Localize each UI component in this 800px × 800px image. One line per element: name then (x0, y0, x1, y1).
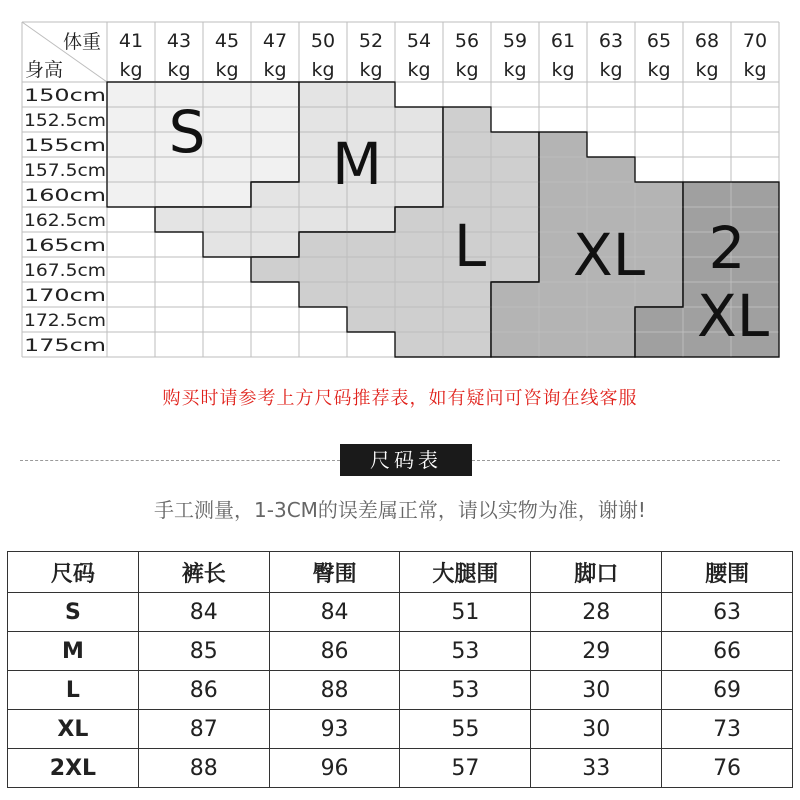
size-cell: 2XL (8, 749, 139, 788)
measurement-cell: 84 (269, 593, 400, 632)
weight-unit: kg (455, 59, 479, 81)
measurement-cell: 30 (531, 671, 662, 710)
weight-value: 61 (550, 30, 576, 52)
measurement-cell: 69 (662, 671, 793, 710)
size-label-s: S (168, 98, 206, 166)
size-cell: XL (8, 710, 139, 749)
measurement-cell: 76 (662, 749, 793, 788)
weight-value: 68 (694, 30, 720, 52)
weight-value: 70 (742, 30, 768, 52)
weight-unit: kg (647, 59, 671, 81)
size-label-l: L (453, 212, 487, 280)
size-cell: M (8, 632, 139, 671)
column-header: 尺码 (8, 552, 139, 593)
table-row (8, 749, 793, 788)
size-label-xl: XL (572, 221, 646, 289)
weight-axis-label: 体重 (62, 31, 101, 53)
measurement-cell: 28 (531, 593, 662, 632)
measurement-cell: 29 (531, 632, 662, 671)
height-value: 165cm (24, 236, 106, 256)
size-label-2xl: XL (696, 282, 770, 350)
height-value: 150cm (24, 86, 106, 106)
measurement-cell: 84 (138, 593, 269, 632)
size-table (7, 551, 793, 788)
weight-unit: kg (359, 59, 383, 81)
notice-text: 购买时请参考上方尺码推荐表，如有疑问可咨询在线客服 (162, 388, 638, 409)
weight-value: 50 (310, 30, 336, 52)
weight-value: 59 (502, 30, 528, 52)
measurement-cell: 63 (662, 593, 793, 632)
size-table-body (8, 593, 793, 788)
weight-unit: kg (599, 59, 623, 81)
section-title: 尺码表 (340, 444, 472, 476)
measurement-cell: 88 (269, 671, 400, 710)
measurement-cell: 73 (662, 710, 793, 749)
weight-unit: kg (551, 59, 575, 81)
table-row (8, 671, 793, 710)
measurement-cell: 96 (269, 749, 400, 788)
weight-unit: kg (167, 59, 191, 81)
weight-unit: kg (695, 59, 719, 81)
height-value: 160cm (24, 186, 106, 206)
measurement-cell: 33 (531, 749, 662, 788)
weight-unit: kg (119, 59, 143, 81)
height-axis-label: 身高 (25, 59, 64, 81)
size-cell: L (8, 671, 139, 710)
column-header: 大腿围 (400, 552, 531, 593)
column-header: 腰围 (662, 552, 793, 593)
column-header: 臀围 (269, 552, 400, 593)
weight-value: 65 (646, 30, 672, 52)
height-value: 157.5cm (24, 161, 107, 181)
height-value: 152.5cm (24, 111, 107, 131)
measurement-cell: 66 (662, 632, 793, 671)
weight-unit: kg (215, 59, 239, 81)
size-cell: S (8, 593, 139, 632)
height-value: 175cm (24, 336, 106, 356)
measurement-cell: 53 (400, 632, 531, 671)
weight-value: 47 (262, 30, 288, 52)
column-header: 脚口 (531, 552, 662, 593)
measurement-cell: 88 (138, 749, 269, 788)
weight-value: 41 (118, 30, 144, 52)
weight-value: 54 (406, 30, 432, 52)
column-header: 裤长 (138, 552, 269, 593)
size-recommendation-grid (0, 0, 800, 360)
weight-unit: kg (311, 59, 335, 81)
height-value: 155cm (24, 136, 106, 156)
weight-value: 45 (214, 30, 240, 52)
weight-value: 56 (454, 30, 480, 52)
height-value: 162.5cm (24, 211, 107, 231)
weight-unit: kg (743, 59, 767, 81)
measurement-cell: 93 (269, 710, 400, 749)
divider-left (20, 460, 340, 461)
measurement-cell: 86 (269, 632, 400, 671)
weight-unit: kg (263, 59, 287, 81)
measurement-cell: 87 (138, 710, 269, 749)
measurement-hint: 手工测量，1-3CM的误差属正常，请以实物为准，谢谢! (154, 498, 646, 522)
weight-value: 52 (358, 30, 384, 52)
weight-value: 63 (598, 30, 624, 52)
weight-unit: kg (407, 59, 431, 81)
size-label-m: M (331, 130, 383, 198)
measurement-cell: 30 (531, 710, 662, 749)
size-table-header-row (8, 552, 793, 593)
divider-right (472, 460, 780, 461)
measurement-cell: 86 (138, 671, 269, 710)
weight-unit: kg (503, 59, 527, 81)
weight-value: 43 (166, 30, 192, 52)
table-row (8, 710, 793, 749)
height-value: 167.5cm (24, 261, 107, 281)
measurement-cell: 53 (400, 671, 531, 710)
measurement-cell: 85 (138, 632, 269, 671)
measurement-cell: 55 (400, 710, 531, 749)
measurement-cell: 57 (400, 749, 531, 788)
size-label-2xl: 2 (708, 214, 746, 282)
height-value: 172.5cm (24, 311, 107, 331)
table-row (8, 593, 793, 632)
table-row (8, 632, 793, 671)
height-value: 170cm (24, 286, 106, 306)
measurement-cell: 51 (400, 593, 531, 632)
